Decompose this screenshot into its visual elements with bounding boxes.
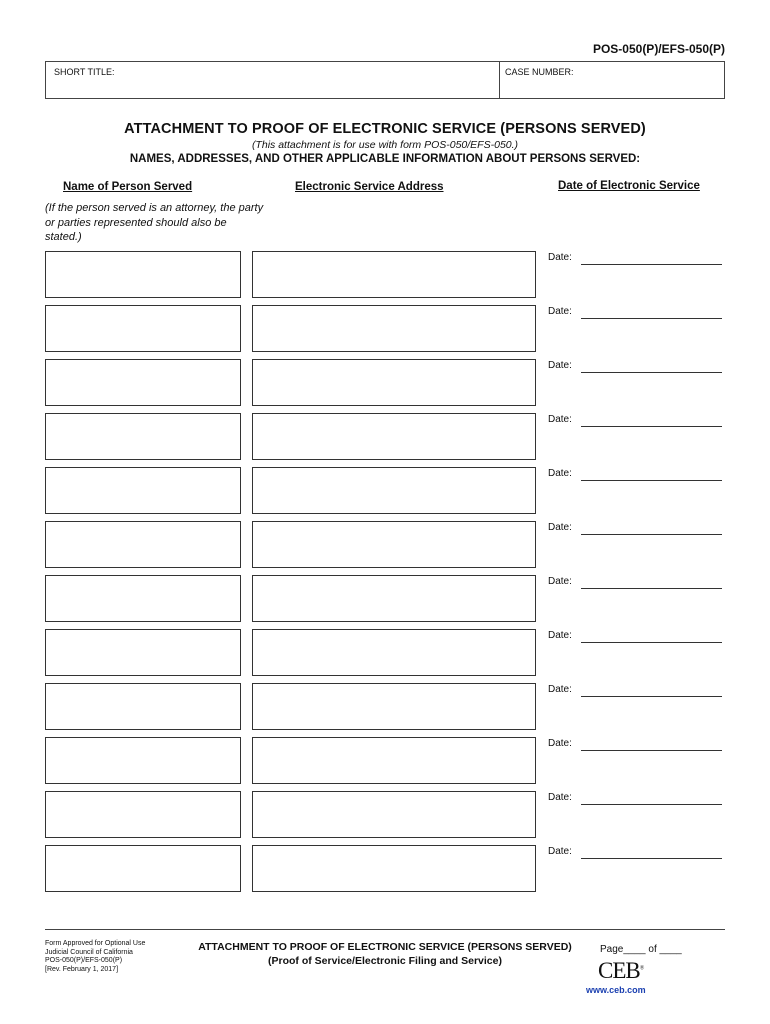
service-date-field[interactable] bbox=[581, 372, 722, 373]
electronic-address-field[interactable] bbox=[252, 791, 536, 838]
person-name-field[interactable] bbox=[45, 737, 241, 784]
electronic-address-field[interactable] bbox=[252, 737, 536, 784]
person-name-field[interactable] bbox=[45, 629, 241, 676]
date-label: Date: bbox=[548, 522, 572, 533]
electronic-address-field[interactable] bbox=[252, 629, 536, 676]
service-date-field[interactable] bbox=[581, 642, 722, 643]
service-date-field[interactable] bbox=[581, 696, 722, 697]
date-label: Date: bbox=[548, 846, 572, 857]
case-number-label: CASE NUMBER: bbox=[505, 67, 574, 77]
electronic-address-field[interactable] bbox=[252, 359, 536, 406]
electronic-address-field[interactable] bbox=[252, 683, 536, 730]
person-name-field[interactable] bbox=[45, 467, 241, 514]
electronic-address-field[interactable] bbox=[252, 305, 536, 352]
short-title-label: SHORT TITLE: bbox=[54, 67, 115, 77]
service-date-field[interactable] bbox=[581, 318, 722, 319]
date-label: Date: bbox=[548, 576, 572, 587]
date-label: Date: bbox=[548, 468, 572, 479]
person-name-field[interactable] bbox=[45, 305, 241, 352]
page-number-field[interactable]: Page____ of ____ bbox=[600, 944, 682, 955]
ceb-logo-text: CEB bbox=[598, 958, 640, 983]
electronic-address-field[interactable] bbox=[252, 251, 536, 298]
footer-divider bbox=[45, 929, 725, 930]
section-heading: NAMES, ADDRESSES, AND OTHER APPLICABLE INFORMATION ABOUT PERSONS SERVED: bbox=[129, 153, 641, 165]
name-column-note: (If the person served is an attorney, the party or parties represented should also be stated.) bbox=[45, 202, 264, 243]
footer-meta-line: Form Approved for Optional Use bbox=[45, 940, 146, 947]
form-id: POS-050(P)/EFS-050(P) bbox=[592, 42, 725, 56]
footer-title-line1: ATTACHMENT TO PROOF OF ELECTRONIC SERVICE (PERSONS SERVED) bbox=[198, 941, 572, 953]
electronic-address-field[interactable] bbox=[252, 467, 536, 514]
footer-form-info bbox=[45, 940, 145, 974]
service-date-field[interactable] bbox=[581, 426, 722, 427]
date-label: Date: bbox=[548, 414, 572, 425]
column-header-name: Name of Person Served bbox=[63, 181, 193, 193]
electronic-address-field[interactable] bbox=[252, 845, 536, 892]
electronic-address-field[interactable] bbox=[252, 413, 536, 460]
electronic-address-field[interactable] bbox=[252, 521, 536, 568]
date-label: Date: bbox=[548, 792, 572, 803]
ceb-logo bbox=[598, 958, 644, 984]
footer-title-line2: (Proof of Service/Electronic Filing and Service) bbox=[268, 955, 502, 967]
footer-meta-line: [Rev. February 1, 2017] bbox=[45, 965, 119, 973]
person-name-field[interactable] bbox=[45, 251, 241, 298]
ceb-website-link[interactable] bbox=[586, 985, 646, 995]
service-date-field[interactable] bbox=[581, 480, 722, 481]
person-name-field[interactable] bbox=[45, 575, 241, 622]
footer-title bbox=[170, 940, 600, 968]
person-name-field[interactable] bbox=[45, 683, 241, 730]
service-date-field[interactable] bbox=[581, 588, 722, 589]
person-name-field[interactable] bbox=[45, 791, 241, 838]
person-name-field[interactable] bbox=[45, 845, 241, 892]
column-header-address: Electronic Service Address bbox=[295, 181, 444, 193]
date-label: Date: bbox=[548, 360, 572, 371]
person-name-field[interactable] bbox=[45, 413, 241, 460]
service-date-field[interactable] bbox=[581, 858, 722, 859]
service-date-field[interactable] bbox=[581, 804, 722, 805]
footer-meta-line: POS-050(P)/EFS-050(P) bbox=[45, 957, 123, 964]
ceb-url-text: www.ceb.com bbox=[586, 985, 646, 995]
page-title: ATTACHMENT TO PROOF OF ELECTRONIC SERVICE (PERSONS SERVED) bbox=[124, 121, 646, 137]
service-date-field[interactable] bbox=[581, 750, 722, 751]
person-name-field[interactable] bbox=[45, 521, 241, 568]
date-label: Date: bbox=[548, 738, 572, 749]
date-label: Date: bbox=[548, 306, 572, 317]
column-header-date: Date of Electronic Service bbox=[558, 180, 700, 192]
electronic-address-field[interactable] bbox=[252, 575, 536, 622]
service-date-field[interactable] bbox=[581, 264, 722, 265]
footer-meta-line: Judicial Council of California bbox=[45, 948, 133, 956]
date-label: Date: bbox=[548, 252, 572, 263]
caption-header-box bbox=[45, 61, 725, 99]
registered-mark: ® bbox=[639, 965, 645, 972]
header-divider bbox=[499, 62, 500, 98]
service-date-field[interactable] bbox=[581, 534, 722, 535]
date-label: Date: bbox=[548, 684, 572, 695]
date-label: Date: bbox=[548, 630, 572, 641]
page-subtitle: (This attachment is for use with form POS-050/EFS-050.) bbox=[251, 139, 519, 151]
person-name-field[interactable] bbox=[45, 359, 241, 406]
